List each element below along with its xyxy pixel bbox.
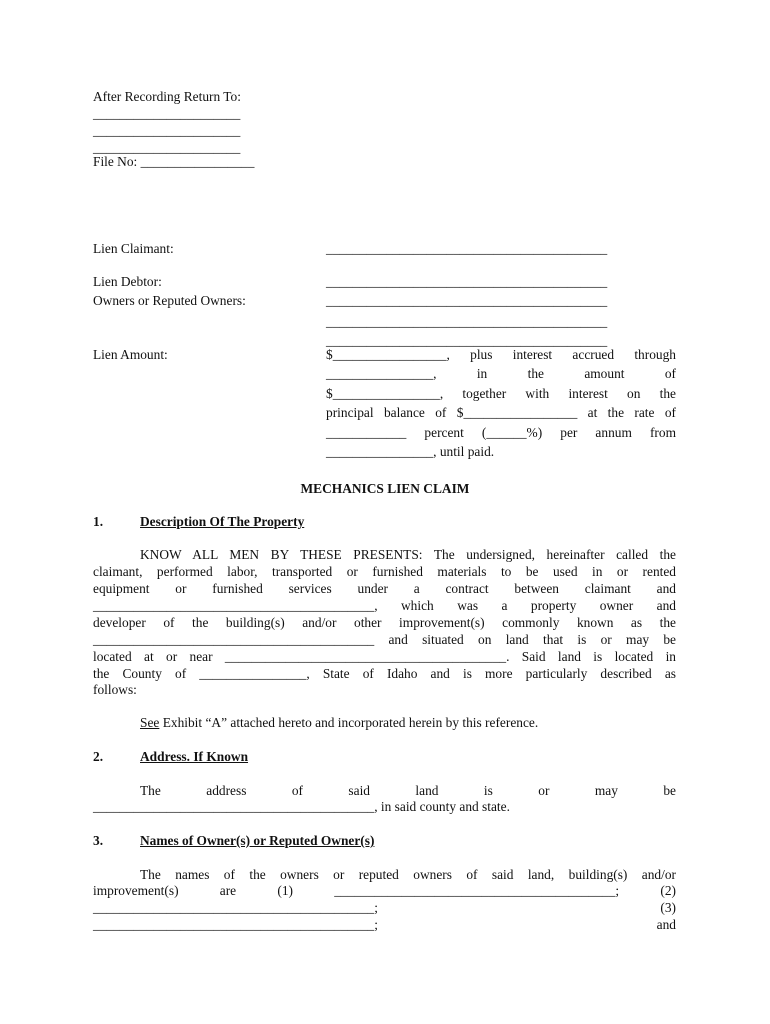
section-2-number: 2. <box>93 749 104 764</box>
section-1-line-7[interactable]: located at or near __________________________________________. Said land is located in <box>93 649 676 664</box>
lien-amount-line-6[interactable]: ________________, until paid. <box>326 444 495 459</box>
section-1-line-6[interactable]: __________________________________________ and situated on land that is or may be <box>93 632 676 647</box>
lien-amount-line-3[interactable]: $________________, together with interest on the <box>326 386 676 401</box>
section-2-line-2[interactable]: __________________________________________, in said county and state. <box>93 799 510 814</box>
return-line-1[interactable]: ______________________ <box>93 106 241 121</box>
lien-claimant-label: Lien Claimant: <box>93 241 174 256</box>
section-1-line-2: claimant, performed labor, transported or furnished materials to be used in or rented <box>93 564 676 579</box>
section-3-line-4[interactable]: __________________________________________; and <box>93 917 676 932</box>
lien-amount-line-4[interactable]: principal balance of $_________________ at the rate of <box>326 405 676 420</box>
lien-amount-line-5[interactable]: ____________ percent (______%) per annum from <box>326 425 676 440</box>
lien-debtor-label: Lien Debtor: <box>93 274 162 289</box>
lien-claimant-blank[interactable]: __________________________________________ <box>326 241 608 256</box>
owners-blank-2[interactable]: __________________________________________ <box>326 314 608 329</box>
lien-debtor-blank[interactable]: __________________________________________ <box>326 274 608 289</box>
lien-amount-label: Lien Amount: <box>93 347 168 362</box>
file-no[interactable]: File No: _________________ <box>93 154 255 169</box>
section-1-line-4[interactable]: __________________________________________, which was a property owner and <box>93 598 676 613</box>
section-1-line-3: equipment or furnished services under a contract between claimant and <box>93 581 676 596</box>
lien-amount-line-1[interactable]: $_________________, plus interest accrued through <box>326 347 676 362</box>
section-1-line-5: developer of the building(s) and/or other improvement(s) commonly known as the <box>93 615 676 630</box>
section-1-line-9: follows: <box>93 682 137 697</box>
owners-blank-1[interactable]: __________________________________________ <box>326 293 608 308</box>
exhibit-reference <box>140 714 538 731</box>
section-1-number: 1. <box>93 514 104 529</box>
section-2-title: Address. If Known <box>140 749 249 764</box>
exhibit-see: See <box>140 715 160 730</box>
exhibit-text: Exhibit “A” attached hereto and incorporated herein by this reference. <box>159 715 539 730</box>
return-line-3[interactable]: ______________________ <box>93 140 241 155</box>
section-2-line-1: The address of said land is or may be <box>140 783 676 798</box>
section-1-line-8[interactable]: the County of ________________, State of Idaho and is more particularly described as <box>93 666 676 681</box>
return-line-2[interactable]: ______________________ <box>93 123 241 138</box>
section-1-title: Description Of The Property <box>140 514 305 529</box>
return-label: After Recording Return To: <box>93 89 241 104</box>
document-title: MECHANICS LIEN CLAIM <box>300 481 470 496</box>
section-1-line-1: KNOW ALL MEN BY THESE PRESENTS: The undersigned, hereinafter called the <box>140 547 676 562</box>
owners-blank-3[interactable]: __________________________________________ <box>326 333 608 348</box>
section-3-line-2[interactable]: improvement(s) are (1) __________________________________________; (2) <box>93 883 676 898</box>
owners-label: Owners or Reputed Owners: <box>93 293 246 308</box>
section-3-title: Names of Owner(s) or Reputed Owner(s) <box>140 833 375 848</box>
section-3-line-3[interactable]: __________________________________________; (3) <box>93 900 676 915</box>
section-3-number: 3. <box>93 833 104 848</box>
lien-amount-line-2[interactable]: ________________, in the amount of <box>326 366 676 381</box>
section-3-line-1: The names of the owners or reputed owners of said land, building(s) and/or <box>140 867 676 882</box>
